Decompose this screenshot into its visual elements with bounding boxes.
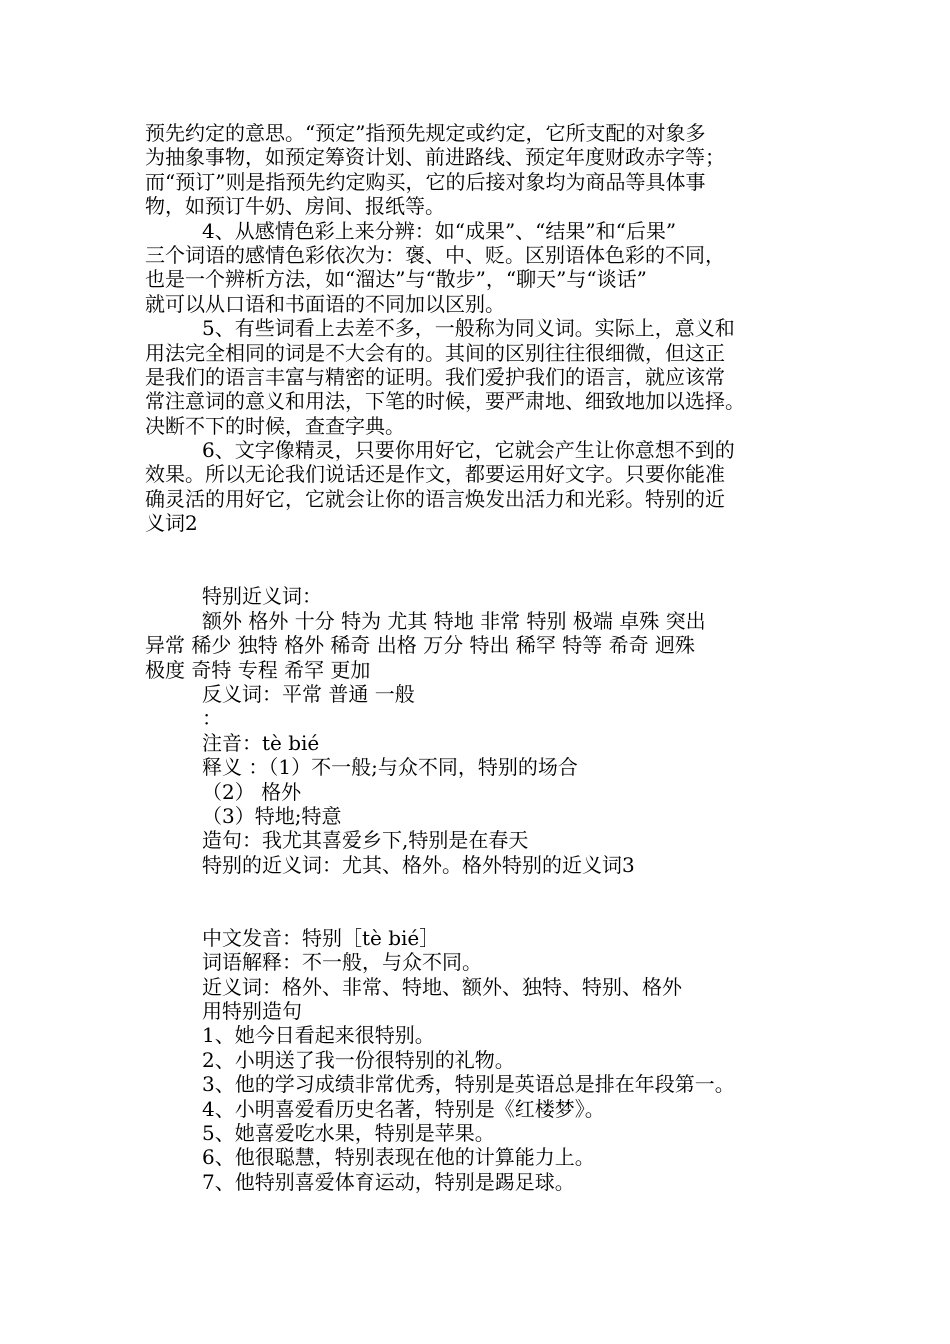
text-line: 效果。所以无论我们说话还是作文，都要运用好文字。只要你能准 (145, 462, 725, 487)
text-line: 也是一个辨析方法，如“溜达”与“散步”，“聊天”与“谈话” (145, 267, 647, 292)
text-line: 4、从感情色彩上来分辨：如“成果”、“结果”和“后果” (202, 218, 677, 243)
text-line: 5、她喜爱吃水果，特别是苹果。 (202, 1121, 495, 1146)
text-line: 释义 ：（1）不一般;与众不同，特别的场合 (202, 755, 578, 780)
text-line: 近义词：格外、非常、特地、额外、独特、特别、格外 (202, 974, 682, 999)
text-line: 特别近义词： (202, 584, 322, 609)
document-page (145, 121, 815, 1194)
text-line: 词语解释：不一般，与众不同。 (202, 950, 482, 975)
text-line: 7、他特别喜爱体育运动，特别是踢足球。 (202, 1169, 575, 1194)
text-line: 确灵活的用好它，它就会让你的语言焕发出活力和光彩。特别的近 (145, 486, 725, 511)
text-line: 6、他很聪慧，特别表现在他的计算能力上。 (202, 1145, 595, 1170)
text-line: 就可以从口语和书面语的不同加以区别。 (145, 291, 505, 316)
text-line: 6、文字像精灵，只要你用好它，它就会产生让你意想不到的 (202, 438, 735, 463)
text-line: 注音：tè bié (202, 730, 320, 755)
text-line: 用法完全相同的词是不大会有的。其间的区别往往很细微，但这正 (145, 340, 725, 365)
text-line: 4、小明喜爱看历史名著，特别是《红楼梦》。 (202, 1096, 605, 1121)
text-line: 常注意词的意义和用法，下笔的时候，要严肃地、细致地加以选择。 (145, 389, 745, 414)
text-line: ： (202, 706, 222, 731)
text-line: 特别的近义词：尤其、格外。格外特别的近义词3 (202, 852, 635, 877)
text-line: 预先约定的意思。“预定”指预先规定或约定，它所支配的对象多 (145, 121, 706, 145)
text-line: 造句：我尤其喜爱乡下,特别是在春天 (202, 828, 529, 853)
text-line: （3）特地;特意 (202, 803, 342, 828)
text-line: 中文发音：特别［tè bié］ (202, 925, 440, 950)
text-line: 为抽象事物，如预定筹资计划、前进路线、预定年度财政赤字等； (145, 145, 725, 170)
text-line: 而“预订”则是指预先约定购买，它的后接对象均为商品等具体事 (145, 169, 706, 194)
text-line: 物，如预订牛奶、房间、报纸等。 (145, 194, 445, 219)
text-line: 决断不下的时候，查查字典。 (145, 413, 405, 438)
text-line: 是我们的语言丰富与精密的证明。我们爱护我们的语言，就应该常 (145, 364, 725, 389)
text-line: 极度 奇特 专程 希罕 更加 (145, 657, 371, 682)
section-gap (145, 877, 815, 926)
text-line: 5、有些词看上去差不多，一般称为同义词。实际上，意义和 (202, 316, 735, 341)
section-gap (145, 536, 815, 585)
text-line: （2） 格外 (202, 779, 302, 804)
text-line: 3、他的学习成绩非常优秀，特别是英语总是排在年段第一。 (202, 1072, 735, 1097)
text-line: 额外 格外 十分 特为 尤其 特地 非常 特别 极端 卓殊 突出 (202, 608, 706, 633)
text-line: 三个词语的感情色彩依次为：褒、中、贬。区别语体色彩的不同， (145, 242, 725, 267)
text-line: 义词2 (145, 511, 198, 536)
text-line: 2、小明送了我一份很特别的礼物。 (202, 1047, 515, 1072)
text-line: 异常 稀少 独特 格外 稀奇 出格 万分 特出 稀罕 特等 希奇 迥殊 (145, 633, 695, 658)
text-line: 1、她今日看起来很特别。 (202, 1023, 435, 1048)
text-line: 反义词：平常 普通 一般 (202, 682, 415, 706)
text-line: 用特别造句 (202, 999, 302, 1024)
